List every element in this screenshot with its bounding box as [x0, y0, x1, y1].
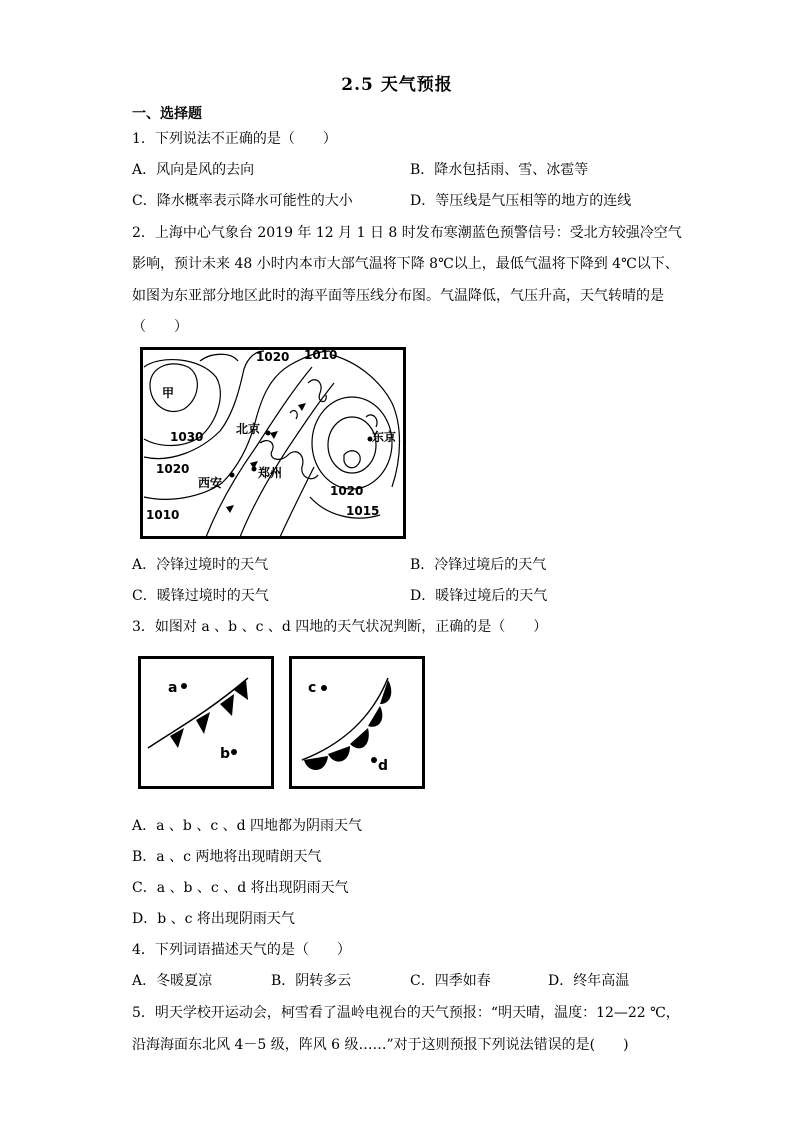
- map-label-jia: 甲: [162, 386, 175, 400]
- q5-stem-line-1: 5．明天学校开运动会，柯雪看了温岭电视台的天气预报：“明天晴，温度：12—22 ℃，: [132, 1005, 680, 1021]
- q4-stem: 4．下列词语描述天气的是（ ）: [132, 942, 351, 958]
- q3-option-a[interactable]: A．a 、b 、c 、d 四地都为阴雨天气: [132, 818, 363, 834]
- isobar-1020-top: 1020: [256, 350, 290, 364]
- q2-stem-line-1: 2．上海中心气象台 2019 年 12 月 1 日 8 时发布寒潮蓝色预警信号：受北方较强冷空气: [132, 225, 682, 241]
- q2-option-d[interactable]: D．暖锋过境后的天气: [410, 588, 548, 604]
- section-heading: 一、选择题: [132, 106, 202, 122]
- isobar-1010-west: 1010: [146, 508, 180, 522]
- q3-stem: 3．如图对 a 、b 、c 、d 四地的天气状况判断，正确的是（ ）: [132, 619, 548, 635]
- label-b: b: [220, 746, 231, 762]
- beijing-point: [266, 431, 271, 436]
- label-d: d: [378, 758, 389, 774]
- point-a: [181, 683, 187, 689]
- map-label-zhengzhou: 郑州: [258, 466, 283, 480]
- q2-stem-line-4: （ ）: [132, 319, 188, 335]
- point-b: [231, 749, 237, 755]
- q1-stem: 1．下列说法不正确的是（ ）: [132, 131, 337, 147]
- q3-option-b[interactable]: B．a 、c 两地将出现晴朗天气: [132, 849, 322, 865]
- q4-option-d[interactable]: D．终年高温: [548, 973, 630, 989]
- q1-option-b[interactable]: B．降水包括雨、雪、冰雹等: [410, 162, 589, 178]
- point-d: [371, 757, 377, 763]
- map-label-beijing: 北京: [236, 422, 261, 436]
- isobar-1010-top: 1010: [304, 348, 338, 362]
- zhengzhou-point: [252, 467, 257, 472]
- isobar-1030: 1030: [170, 430, 204, 444]
- map-label-xian: 西安: [198, 476, 223, 490]
- q4-option-a[interactable]: A．冬暖夏凉: [132, 973, 213, 989]
- label-c: c: [308, 680, 317, 696]
- page-title: 2.5 天气预报: [341, 75, 453, 95]
- q2-stem-line-2: 影响，预计未来 48 小时内本市大部气温将下降 8℃以上，最低气温将下降到 4℃以下、: [132, 256, 679, 272]
- isobar-1015: 1015: [346, 504, 380, 518]
- q3-option-c[interactable]: C．a 、b 、c 、d 将出现阴雨天气: [132, 880, 349, 896]
- q2-stem-line-3: 如图为东亚部分地区此时的海平面等压线分布图。气温降低，气压升高，天气转晴的是: [132, 288, 664, 304]
- point-c: [321, 685, 327, 691]
- isobar-1020-east: 1020: [330, 484, 364, 498]
- label-a: a: [168, 680, 178, 696]
- isobar-1020-west: 1020: [156, 462, 190, 476]
- q5-stem-line-2: 沿海海面东北风 4－5 级，阵风 6 级……”对于这则预报下列说法错误的是( ): [132, 1037, 629, 1053]
- q1-option-a[interactable]: A．风向是风的去向: [132, 162, 255, 178]
- xian-point: [230, 473, 235, 478]
- q2-option-b[interactable]: B．冷锋过境后的天气: [410, 557, 547, 573]
- q2-option-c[interactable]: C．暖锋过境时的天气: [132, 588, 269, 604]
- isobar-map-figure: [140, 347, 406, 539]
- q2-option-a[interactable]: A．冷锋过境时的天气: [132, 557, 269, 573]
- map-label-dongjing: 东京: [372, 430, 397, 444]
- q4-option-b[interactable]: B．阴转多云: [271, 973, 352, 989]
- front-diagram-figure: [138, 656, 428, 790]
- q4-option-c[interactable]: C．四季如春: [410, 973, 491, 989]
- q1-option-d[interactable]: D．等压线是气压相等的地方的连线: [410, 193, 632, 209]
- q3-option-d[interactable]: D．b 、c 将出现阴雨天气: [132, 911, 295, 927]
- q1-option-c[interactable]: C．降水概率表示降水可能性的大小: [132, 193, 353, 209]
